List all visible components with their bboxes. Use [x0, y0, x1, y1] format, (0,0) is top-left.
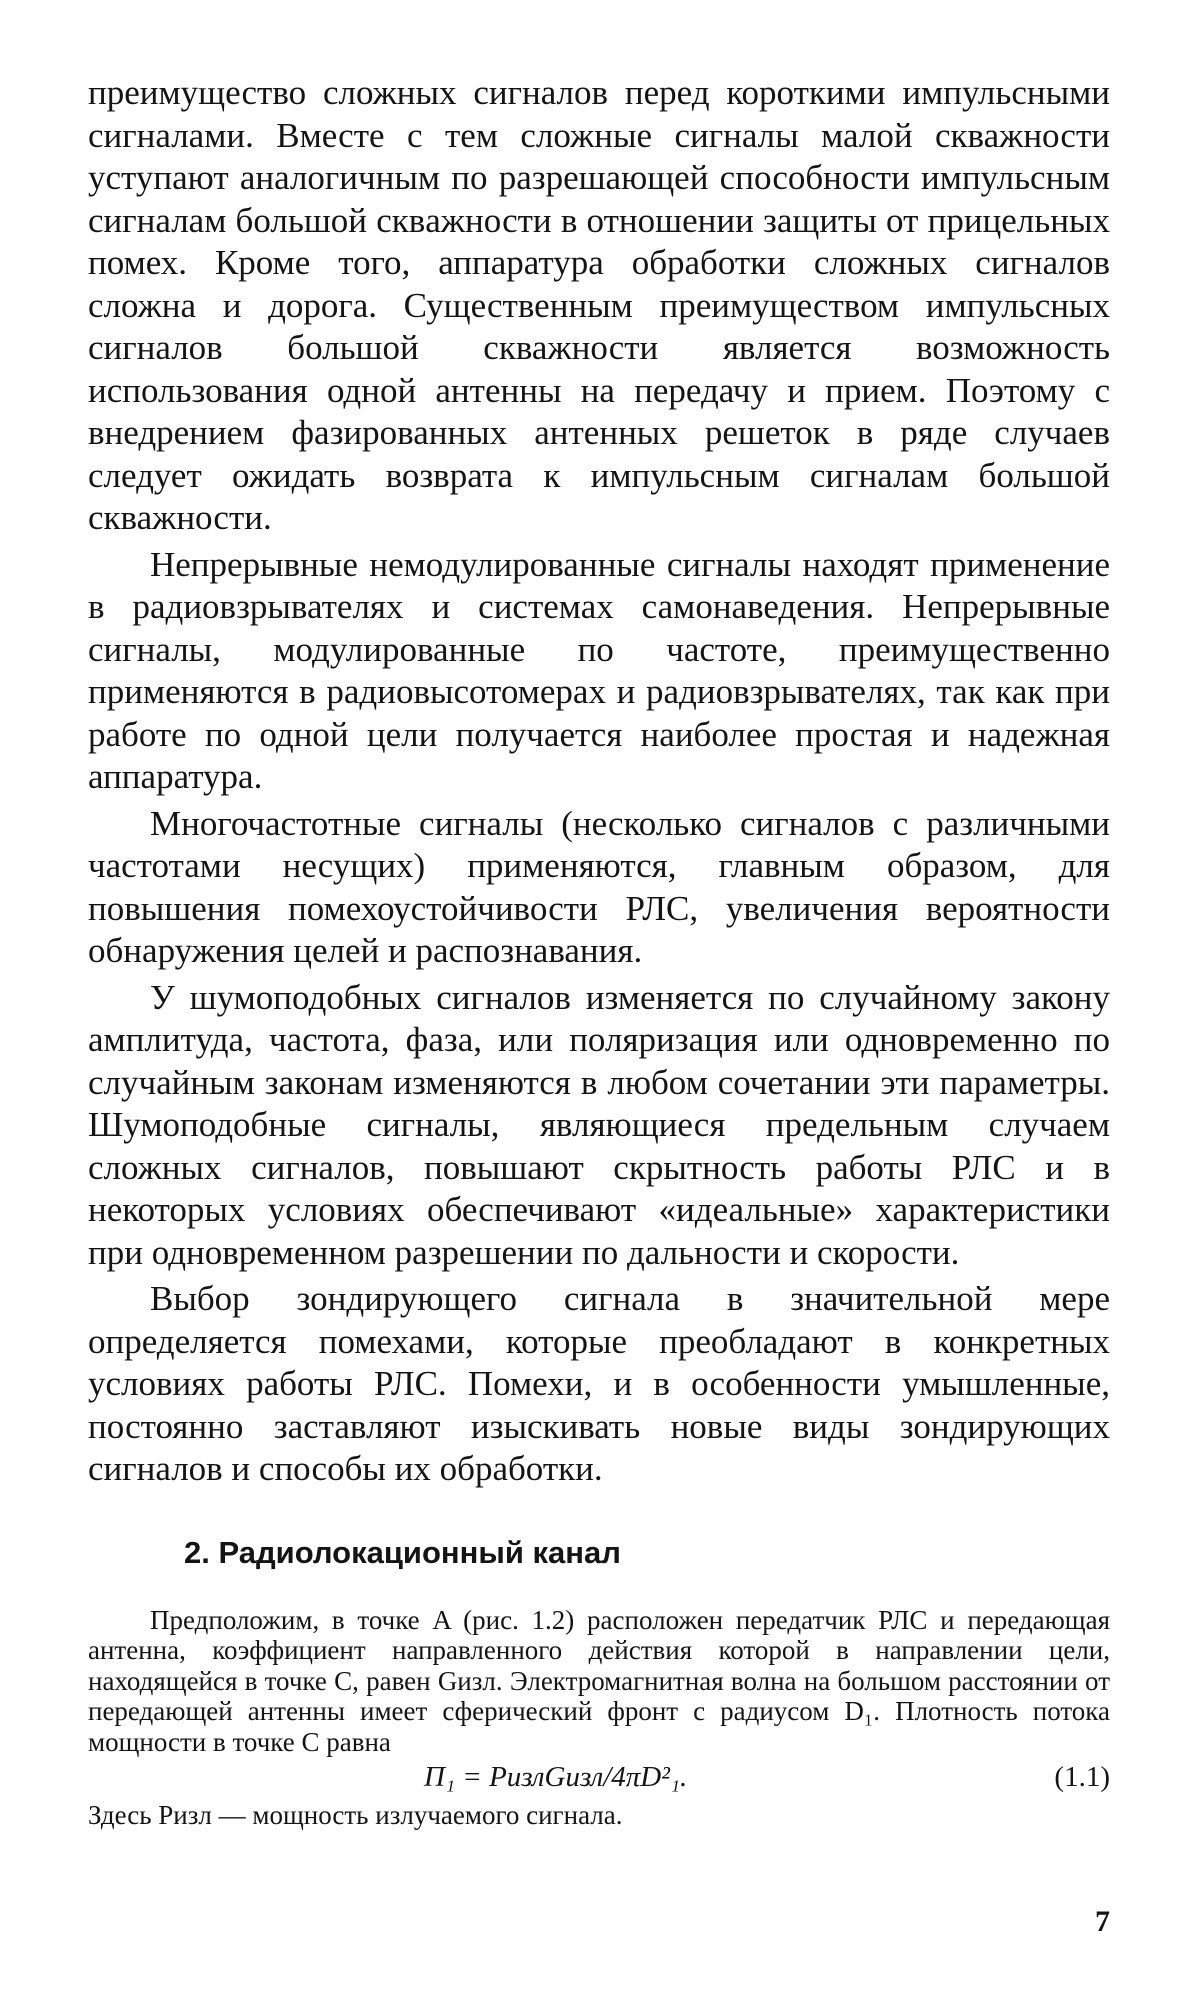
- formula-row: [88, 1759, 1110, 1795]
- section-text: Предположим, в точке A (рис. 1.2) расположен передатчик РЛС и передающая антенна, коэффициент направленного действия которой в направлении цели, находящейся в точке C, равен Gизл. Электромагнитная волна на большом расстоянии от передающей антенны имеет сферический фронт с радиусом D₁. Плотность потока мощности в точке C равна: [88, 1604, 1110, 1757]
- book-page: [88, 72, 1110, 1938]
- paragraph-5: Выбор зондирующего сигнала в значительной мере определяется помехами, которые преобладают в конкретных условиях работы РЛС. Помехи, и в особенности умышленные, постоянно заставляют изыскивать новые виды зондирующих сигналов и способы их обработки.: [88, 1279, 1110, 1488]
- paragraph-3: Многочастотные сигналы (несколько сигналов с различными частотами несущих) применяются, главным образом, для повышения помехоустойчивости РЛС, увеличения вероятности обнаружения целей и распознавания.: [88, 803, 1110, 970]
- section-heading: 2. Радиолокационный канал: [184, 1534, 621, 1570]
- formula-number: (1.1): [1054, 1761, 1110, 1793]
- page-number: 7: [1095, 1905, 1110, 1938]
- paragraph-4: У шумоподобных сигналов изменяется по случайному закону амплитуда, частота, фаза, или поляризация или одновременно по случайным законам изменяются в любом сочетании эти параметры. Шумоподобные сигналы, являющиеся предельным случаем сложных сигналов, повышают скрытность работы РЛС и в некоторых условиях обеспечивают «идеальные» характеристики при одновременном разрешении по дальности и скорости.: [88, 977, 1110, 1272]
- paragraph-2: Непрерывные немодулированные сигналы находят применение в радиовзрывателях и системах самонаведения. Непрерывные сигналы, модулированные по частоте, преимущественно применяются в радиовысотомерах и радиовзрывателях, так как при работе по одной цели получается наиболее простая и надежная аппаратура.: [88, 544, 1110, 796]
- formula-note: Здесь Pизл — мощность излучаемого сигнала.: [88, 1800, 623, 1830]
- formula: Π₁ = PизлGизл/4πD²₁.: [424, 1761, 688, 1793]
- paragraph-1: преимущество сложных сигналов перед короткими импульсными сигналами. Вместе с тем сложные сигналы малой скважности уступают аналогичным по разрешающей способности импульсным сигналам большой сквaжности в отношении защиты от прицельных помех. Кроме того, аппаратура обработки сложных сигналов сложна и дорога. Существенным преимуществом импульсных сигналов большой скважности является возможность использования одной антенны на передачу и прием. Поэтому с внедрением фазированных антенных решеток в ряде случаев следует ожидать возврата к импульсным сигналам большой скважности.: [88, 73, 1110, 537]
